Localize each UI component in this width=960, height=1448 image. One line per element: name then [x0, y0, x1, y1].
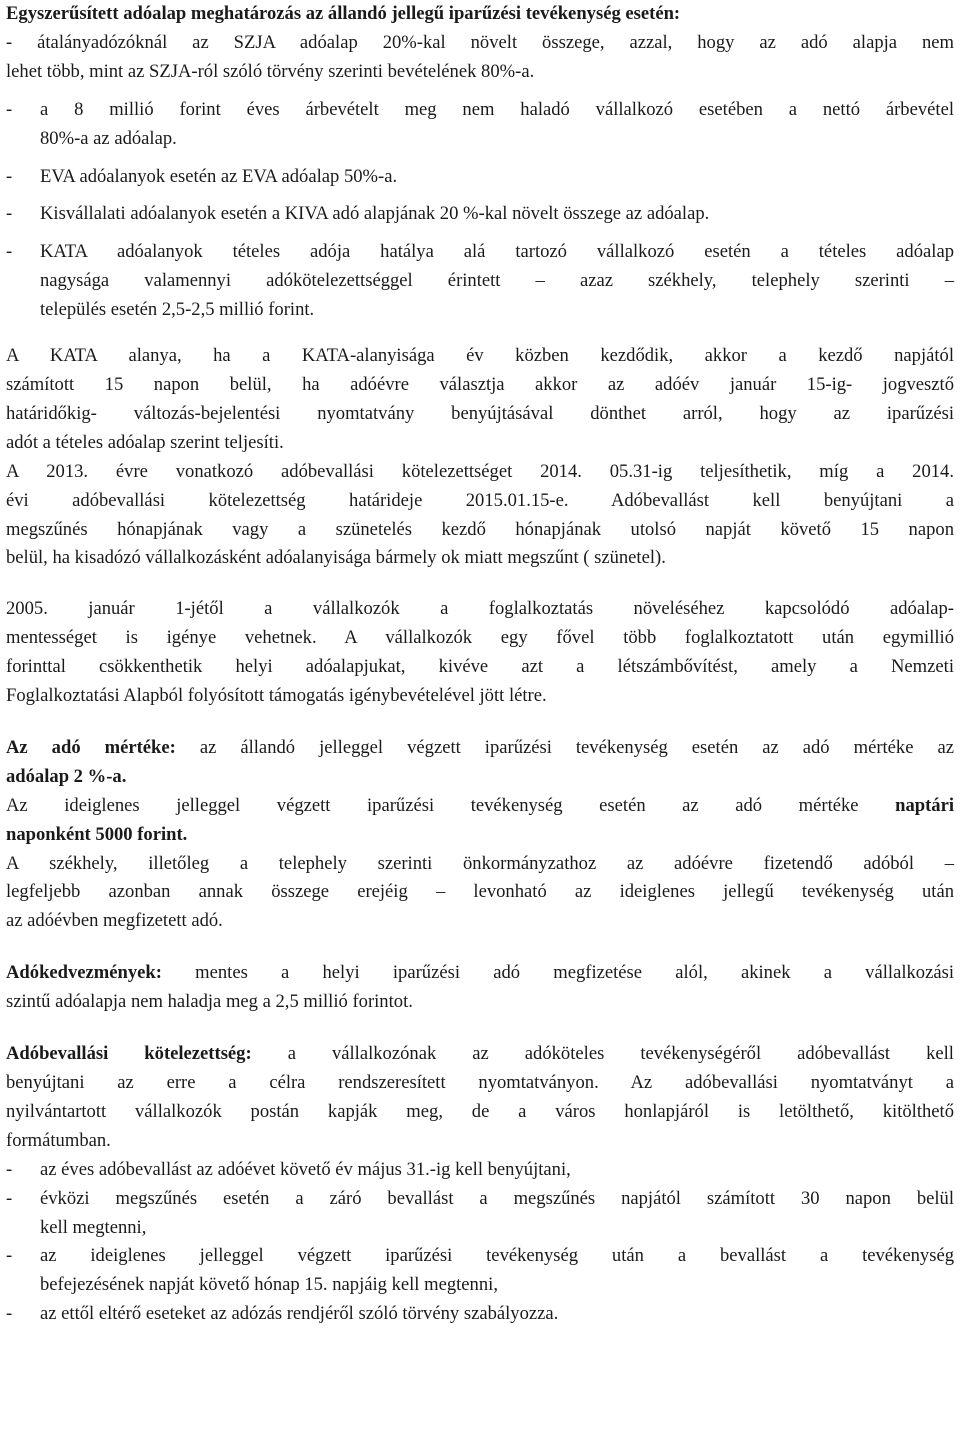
rate-section: Az adó mértéke: az állandó jelleggel végzett iparűzési tevékenység esetén az adó mértéke az adóalap 2 %-a. Az ideiglenes jelleggel végzett iparűzési tevékenység esetén az adó mértéke naptári naponként 5000 forint. A székhely, illetőleg a telephely szerinti önkormányzathoz az adóévre fizetendő adóból – legfeljebb azonban annak összege erejéig – levonható az ideiglenes jellegű tevékenység után az adóévben megfizetett adó. [6, 736, 954, 932]
list-item: - az ettől eltérő eseteket az adózás rendjéről szóló törvény szabályozza. [6, 1303, 559, 1325]
employment-paragraph: 2005. január 1-jétől a vállalkozók a foglalkoztatás növeléséhez kapcsolódó adóalap- mentességet is igénye vehetnek. A vállalkozók egy fővel több foglalkoztatott után egymillió forinttal csökkenthetik helyi adóalapjukat, kivéve azt a létszámbővítést, amely a Nemzeti Foglalkoztatási Alapból folyósított támogatás igénybevételével jött létre. [6, 598, 954, 707]
list-item: - Kisvállalati adóalanyok esetén a KIVA adó alapjának 20 %-kal növelt összege az adóalap. [6, 203, 710, 225]
list-item: - évközi megszűnés esetén a záró bevallást a megszűnés napjától számított 30 napon belül kell megtenni, [6, 1187, 954, 1238]
list-item: - a 8 millió forint éves árbevételt meg nem haladó vállalkozó esetében a nettó árbevétel 80%-a az adóalap. [6, 98, 954, 149]
section-heading: Egyszerűsített adóalap meghatározás az állandó jellegű iparűzési tevékenység esetén: [6, 3, 681, 24]
list-item: - az ideiglenes jelleggel végzett iparűzési tevékenység után a bevallást a tevékenység befejezésének napját követő hónap 15. napjáig kell megtenni, [6, 1245, 954, 1296]
filing-label: Adóbevallási kötelezettség: [6, 1043, 252, 1065]
list-item: - EVA adóalanyok esetén az EVA adóalap 50%-a. [6, 165, 398, 187]
list-item: - KATA adóalanyok tételes adója hatálya alá tartozó vállalkozó esetén a tételes adóalap nagysága valamennyi adókötelezettséggel érintett – azaz székhely, telephely szerinti – település esetén 2,5-2,5 millió forint. [6, 241, 954, 321]
rate-label: Az adó mértéke: [6, 736, 176, 758]
list-item: - az éves adóbevallást az adóévet követő év május 31.-ig kell benyújtani, [6, 1158, 571, 1180]
benefits-section: Adókedvezmények: mentes a helyi iparűzési adó megfizetése alól, akinek a vállalkozási szintű adóalapja nem haladja meg a 2,5 millió forintot. [6, 962, 954, 1013]
benefits-label: Adókedvezmények: [6, 962, 162, 984]
intro-line-2: lehet több, mint az SZJA-ról szóló törvény szerinti bevételének 80%-a. [6, 60, 535, 82]
intro-line-1: - átalányadózóknál az SZJA adóalap 20%-kal növelt összege, azzal, hogy az adó alapja nem [6, 31, 954, 53]
filing-section: Adóbevallási kötelezettség: a vállalkozónak az adóköteles tevékenységéről adóbevallást kell benyújtani az erre a célra rendszeresített nyomtatványon. Az adóbevallási nyomtatványt a nyilvántartott vállalkozók postán kapják meg, de a város honlapjáról is letölthető, kitölthető formátumban. - az éves adóbevallást az adóévet követő év május 31.-ig kell benyújtani, - évközi megszűnés esetén a záró bevallást a megszűnés napjától számított 30 napon belül kell megtenni, - az ideiglenes jelleggel végzett iparűzési tevékenység után a bevallást a tevékenység befejezésének napját követő hónap 15. napjáig kell megtenni, - az ettől eltérő eseteket az adózás rendjéről szóló törvény szabályozza. [6, 1040, 954, 1329]
kata-paragraph: A KATA alanya, ha a KATA-alanyisága év közben kezdődik, akkor a kezdő napjától számított 15 napon belül, ha adóévre választja akkor az adóév január 15-ig- jogvesztő határidőkig- változás-bejelentési nyomtatvány benyújtásával dönthet arról, hogy az iparűzési adót a tételes adóalap szerint teljesíti. A 2013. évre vonatkozó adóbevallási kötelezettséget 2014. 05.31-ig teljesíthetik, míg a 2014. évi adóbevallási kötelezettség határideje 2015.01.15-e. Adóbevallást kell benyújtani a megszűnés hónapjának vagy a szünetelés kezdő hónapjának utolsó napját követő 15 napon belül, ha kisadózó vállalkozásként adóalanyisága bármely ok miatt megszűnt ( szünetel). [6, 345, 954, 569]
